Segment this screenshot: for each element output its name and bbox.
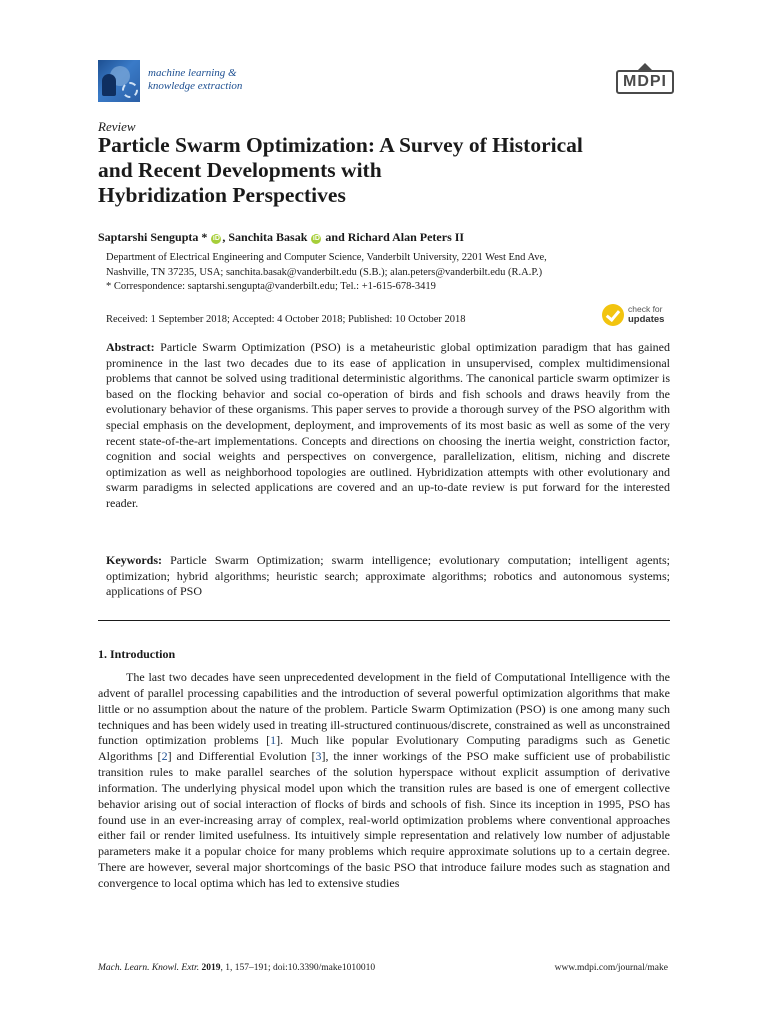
publisher-logo: MDPI — [616, 70, 674, 94]
title-line2: and Recent Developments with — [98, 158, 382, 182]
journal-name-line2: knowledge extraction — [148, 80, 243, 92]
paper-title — [98, 133, 678, 208]
check-for-text: check for — [628, 304, 663, 314]
intro-text: The last two decades have seen unprecedented development in the field of Computational Intelligence with the advent of parallel processing capabilities and the introduction of several powerful optimization algorithms that make little or no assumption about the nature of the problem. Particle Swarm Optimization (PSO) is one among many such techniques and has been widely used in treating ill-structured continuous/discrete, constrained as well as unconstrained function optimization problems [ — [98, 670, 670, 748]
author-3: Richard Alan Peters II — [347, 230, 465, 244]
check-icon — [602, 304, 624, 326]
abstract-label: Abstract: — [106, 340, 155, 354]
title-line1: Particle Swarm Optimization: A Survey of Historical — [98, 133, 583, 157]
section-divider — [98, 620, 670, 621]
check-for-updates-badge[interactable] — [602, 303, 674, 331]
article-type: Review — [98, 119, 136, 134]
keywords — [106, 553, 670, 600]
author-2: Sanchita Basak — [228, 230, 308, 244]
citation-link[interactable]: 2 — [161, 749, 168, 764]
footer-year: 2019 — [201, 963, 221, 973]
affiliation — [106, 250, 686, 280]
publication-dates: Received: 1 September 2018; Accepted: 4 October 2018; Published: 10 October 2018 — [106, 314, 466, 325]
orcid-icon[interactable]: iD — [312, 235, 320, 242]
footer-citation — [98, 963, 375, 973]
author-1: Saptarshi Sengupta * — [98, 230, 208, 244]
footer-url[interactable]: www.mdpi.com/journal/make — [554, 963, 668, 973]
abstract-text: Particle Swarm Optimization (PSO) is a metaheuristic global optimization paradigm that has gained prominence in the last two decades due to its ease of application in unsupervised, complex multidimensional problems that cannot be solved using traditional deterministic algorithms. The canonical particle swarm optimizer is based on the flocking behavior and social co-operation of birds and fish schools and draws heavily from the evolutionary behavior of these organisms. This paper serves to provide a thorough survey of the PSO algorithm with special emphasis on the development, deployment, and improvements of its most basic as well as some of the very recent state-of-the-art implementations. Concepts and directions on choosing the inertia weight, constriction factor, cognition and social weights and perspectives on convergence, parallelization, elitism, niching and discrete optimization as well as neighborhood topologies are outlined. Hybridization attempts with other evolutionary and swarm paradigms in selected applications are covered and an up-to-date review is put forward for the interested reader. — [106, 340, 671, 510]
intro-text: ] and Differential Evolution [ — [167, 749, 316, 764]
journal-name — [148, 67, 242, 93]
affiliation-line1: Department of Electrical Engineering and Computer Science, Vanderbilt University, 2201 West End Ave, — [106, 252, 547, 263]
title-line3: Hybridization Perspectives — [98, 183, 346, 207]
citation-link[interactable]: 3 — [315, 749, 322, 764]
updates-text: updates — [628, 314, 665, 325]
keywords-label: Keywords: — [106, 553, 162, 567]
section-heading-introduction: 1. Introduction — [98, 647, 176, 661]
orcid-icon[interactable]: iD — [212, 235, 220, 242]
journal-name-line1: machine learning & — [148, 67, 237, 79]
introduction-paragraph — [98, 670, 670, 892]
intro-text: ]. Much like popular Evolutionary Computing paradigms such as Genetic Algorithms [ — [98, 733, 670, 764]
author-join: and — [325, 230, 345, 244]
keywords-text: Particle Swarm Optimization; swarm intelligence; evolutionary computation; intelligent agents; optimization; hybrid algorithms; heuristic search; approximate algorithms; robotics and autonomous systems; applications of PSO — [106, 553, 670, 599]
footer-journal: Mach. Learn. Knowl. Extr. — [98, 963, 200, 973]
intro-text: ], the inner workings of the PSO make sufficient use of probabilistic transition rules to make parallel searches of the solution hyperspace without explicit assumption of derivative information. The underlying physical model upon which the transition rules are based is one of emergent collective behavior arising out of social interaction of flocks of birds and schools of fish. Since its inception in 1995, PSO has found use in an ever-increasing array of complex, real-world optimization problems where conventional approaches either fail or render limited usefulness. Its intuitively simple representation and relatively low number of adjustable parameters make it a popular choice for many problems which require approximate solutions up to a certain degree. There are however, several major shortcomings of the basic PSO that introduce failure modes such as stagnation and convergence to local optima which has led to extensive studies — [98, 749, 670, 890]
citation-link[interactable]: 1 — [270, 733, 277, 748]
author-list: Saptarshi Sengupta * iD , Sanchita Basak iD and Richard Alan Peters II — [98, 230, 465, 244]
affiliation-line2: Nashville, TN 37235, USA; sanchita.basak@vanderbilt.edu (S.B.); alan.peters@vanderbilt.edu (R.A.P.) — [106, 267, 543, 278]
correspondence: * Correspondence: saptarshi.sengupta@vanderbilt.edu; Tel.: +1-615-678-3419 — [106, 281, 436, 292]
abstract — [106, 340, 670, 512]
footer-volume-doi: , 1, 157–191; doi:10.3390/make1010010 — [220, 963, 376, 973]
journal-logo-icon — [98, 60, 140, 102]
